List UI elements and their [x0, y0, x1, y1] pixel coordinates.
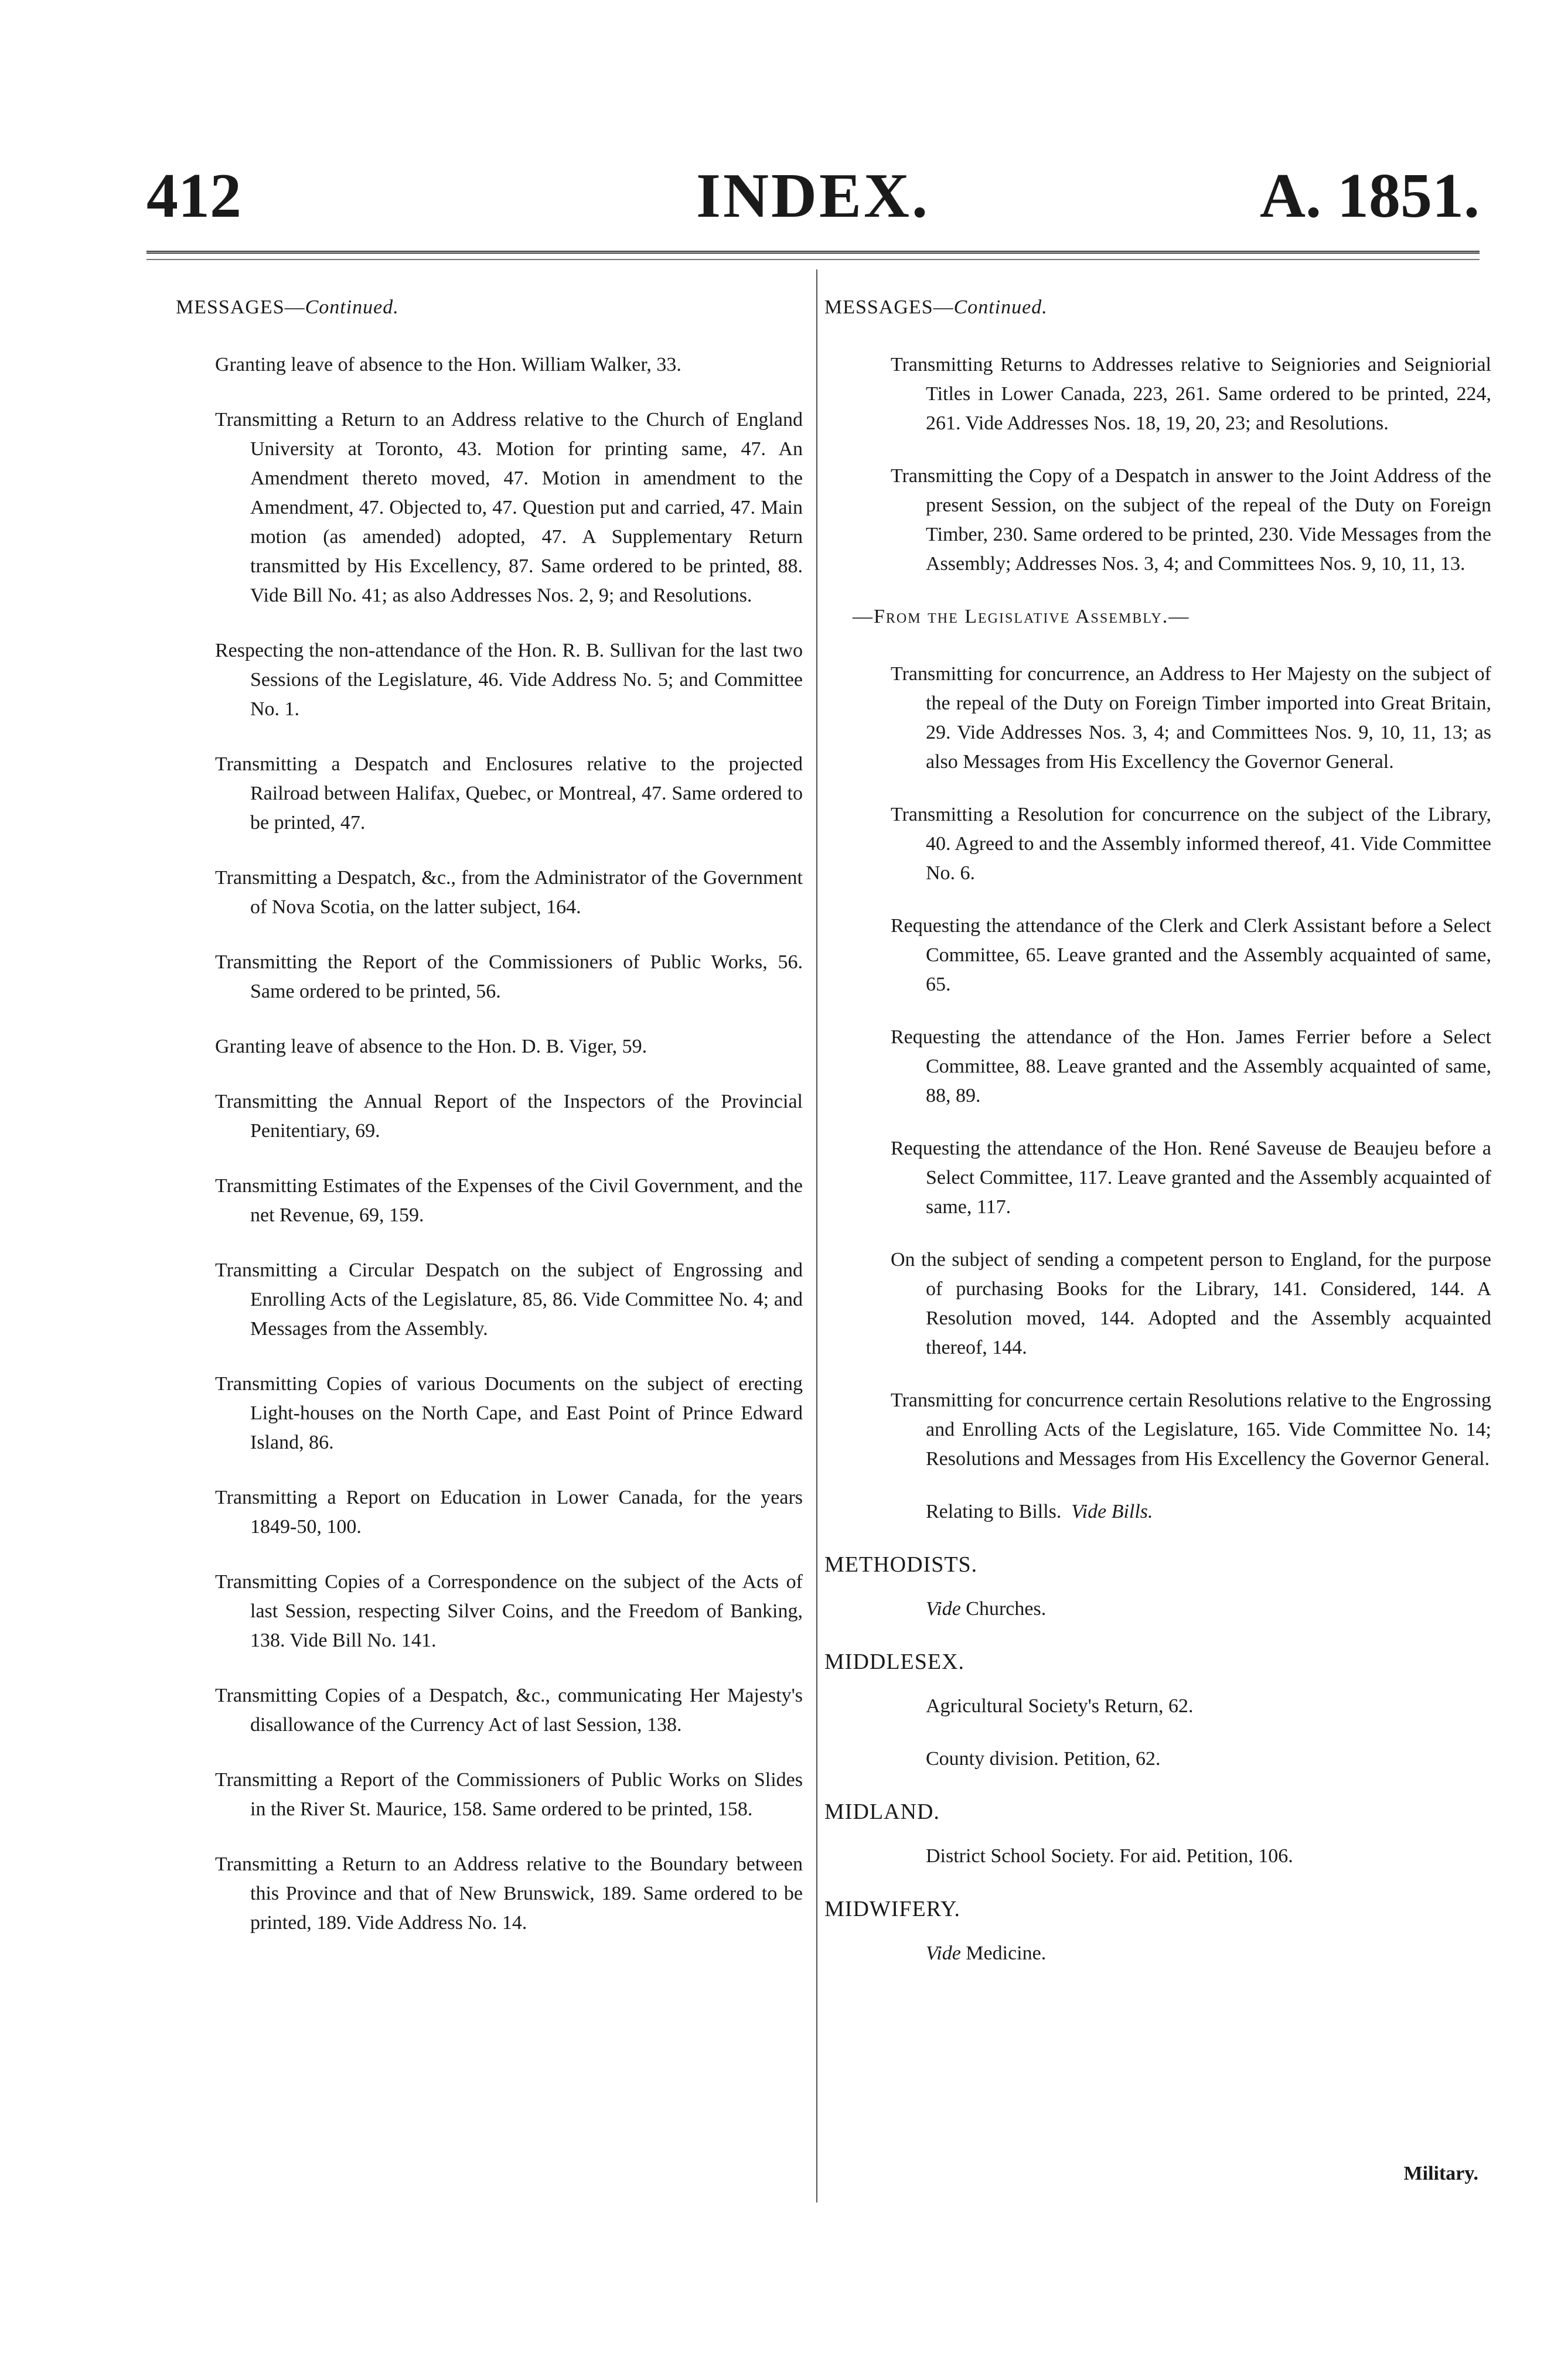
index-entry: Transmitting a Resolution for concurrence on the subject of the Library, 40. Agreed to and the Assembly informed thereof, 41. Vide Committee No. 6. — [891, 804, 1491, 884]
index-entry: County division. Petition, 62. — [926, 1748, 1161, 1770]
catchword: Military. — [1403, 2163, 1478, 2184]
index-heading: MIDLAND. — [824, 1799, 940, 1824]
page-title: INDEX. — [696, 161, 931, 231]
index-entry: Requesting the attendance of the Hon. James Ferrier before a Select Committee, 88. Leave granted and the Assembly acquainted of same, 88, 89. — [891, 1026, 1491, 1107]
index-entry: Granting leave of absence to the Hon. William Walker, 33. — [215, 354, 681, 375]
vide-entry: Vide Medicine. — [926, 1942, 1047, 1964]
index-entry: Transmitting a Circular Despatch on the subject of Engrossing and Enrolling Acts of the Legislature, 85, 86. Vide Committee No. 4; and Messages from the Assembly. — [215, 1259, 803, 1340]
right-column — [817, 293, 1491, 1992]
index-heading: METHODISTS. — [824, 1552, 978, 1577]
index-entry: Transmitting a Despatch and Enclosures relative to the projected Railroad between Halifax, Quebec, or Montreal, 47. Same ordered to be printed, 47. — [215, 753, 803, 834]
page-header — [146, 158, 1480, 246]
index-entry: Transmitting a Return to an Address relative to the Church of England University at Toronto, 43. Motion for printing same, 47. An Amendment thereto moved, 47. Motion in amendment to the Amendment, 47. Objected to, 47. Question put and carried, 47. Main motion (as amended) adopted, 47. A Supplementary Return transmitted by His Excellency, 87. Same ordered to be printed, 88. Vide Bill No. 41; as also Addresses Nos. 2, 9; and Resolutions. — [215, 409, 803, 606]
section-subheading: —From the Legislative Assembly.— — [853, 606, 1190, 627]
index-entry: District School Society. For aid. Petition, 106. — [926, 1845, 1293, 1867]
left-column — [176, 293, 803, 1964]
page-number: 412 — [146, 161, 241, 231]
index-entry: Transmitting a Report of the Commissioners of Public Works on Slides in the River St. Maurice, 158. Same ordered to be printed, 158. — [215, 1769, 803, 1820]
index-entry: Agricultural Society's Return, 62. — [926, 1695, 1194, 1717]
index-entry: Transmitting for concurrence certain Resolutions relative to the Engrossing and Enrolling Acts of the Legislature, 165. Vide Committee No. 14; Resolutions and Messages from His Excellency the Governor General. — [891, 1389, 1491, 1470]
vide-entry: Vide Churches. — [926, 1598, 1047, 1620]
index-entry: Transmitting Copies of various Documents on the subject of erecting Light-houses on the North Cape, and East Point of Prince Edward Island, 86. — [215, 1373, 803, 1453]
index-entry: Transmitting the Annual Report of the Inspectors of the Provincial Penitentiary, 69. — [215, 1091, 803, 1142]
index-entry: Granting leave of absence to the Hon. D. B. Viger, 59. — [215, 1036, 647, 1057]
index-entry: Transmitting a Report on Education in Lower Canada, for the years 1849-50, 100. — [215, 1487, 803, 1538]
index-entry: Transmitting for concurrence, an Address to Her Majesty on the subject of the repeal of the Duty on Foreign Timber imported into Great Britain, 29. Vide Addresses Nos. 3, 4; and Committees Nos. 9, 10, 11, 13; as also Messages from His Excellency the Governor General. — [891, 663, 1491, 773]
index-entry: Transmitting a Despatch, &c., from the Administrator of the Government of Nova Scotia, on the latter subject, 164. — [215, 867, 803, 918]
index-entry: Respecting the non-attendance of the Hon. R. B. Sullivan for the last two Sessions of the Legislature, 46. Vide Address No. 5; and Committee No. 1. — [215, 640, 803, 720]
index-entry: Transmitting a Return to an Address relative to the Boundary between this Province and that of New Brunswick, 189. Same ordered to be printed, 189. Vide Address No. 14. — [215, 1853, 803, 1934]
relating-entry: Relating to Bills. Vide Bills. — [926, 1501, 1153, 1522]
index-entry: Transmitting Copies of a Despatch, &c., communicating Her Majesty's disallowance of the Currency Act of last Session, 138. — [215, 1685, 803, 1736]
index-entry: Transmitting the Report of the Commissioners of Public Works, 56. Same ordered to be printed, 56. — [215, 951, 803, 1002]
index-entry: Transmitting Returns to Addresses relative to Seigniories and Seigniorial Titles in Lower Canada, 223, 261. Same ordered to be printed, 224, 261. Vide Addresses Nos. 18, 19, 20, 23; and Resolutions. — [891, 354, 1491, 434]
index-entry: Transmitting Estimates of the Expenses of the Civil Government, and the net Revenue, 69, 159. — [215, 1175, 803, 1226]
header-rule-thin — [146, 259, 1480, 260]
header-rule — [146, 251, 1480, 254]
index-entry: Transmitting Copies of a Correspondence on the subject of the Acts of last Session, respecting Silver Coins, and the Freedom of Banking, 138. Vide Bill No. 141. — [215, 1571, 803, 1651]
continued-heading: MESSAGES—Continued. — [176, 296, 399, 318]
continued-heading: MESSAGES—Continued. — [824, 296, 1048, 318]
index-entry: Requesting the attendance of the Hon. René Saveuse de Beaujeu before a Select Committee, 117. Leave granted and the Assembly acquainted of same, 117. — [891, 1138, 1491, 1218]
index-heading: MIDDLESEX. — [824, 1650, 965, 1674]
index-entry: Transmitting the Copy of a Despatch in answer to the Joint Address of the present Session, on the subject of the repeal of the Duty on Foreign Timber, 230. Same ordered to be printed, 230. Vide Messages from the Assembly; Addresses Nos. 3, 4; and Committees Nos. 9, 10, 11, 13. — [891, 465, 1491, 575]
page-year: A. 1851. — [1260, 161, 1480, 231]
index-entry: On the subject of sending a competent person to England, for the purpose of purchasing Books for the Library, 141. Considered, 144. A Resolution moved, 144. Adopted and the Assembly acquainted thereof, 144. — [891, 1249, 1491, 1358]
index-entry: Requesting the attendance of the Clerk and Clerk Assistant before a Select Committee, 65. Leave granted and the Assembly acquainted of same, 65. — [891, 915, 1491, 995]
index-heading: MIDWIFERY. — [824, 1897, 961, 1921]
